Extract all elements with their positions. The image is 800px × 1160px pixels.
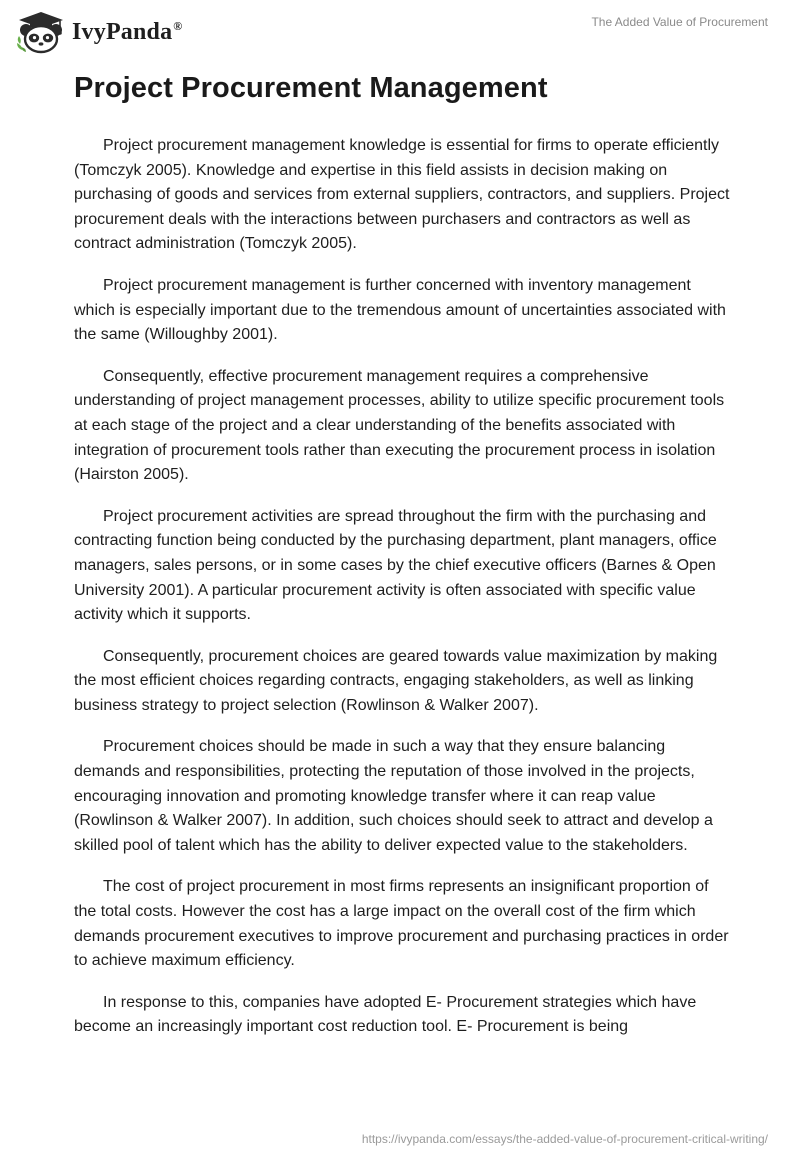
paragraph: Procurement choices should be made in such a way that they ensure balancing demands and responsibilities, protecting the reputation of those involved in the projects, encouraging innovation and promoting knowledge transfer where it can reap value (Rowlinson & Walker 2007). In addition, such choices should seek to attract and develop a skilled pool of talent which has the ability to deliver expected value to the stakeholders. — [74, 738, 713, 854]
paragraph: Consequently, effective procurement management requires a comprehensive understanding of project management processes, ability to utilize specific procurement tools at each stage of the project and a clear understanding of the benefits associated with integration of procurement tools rather than executing the procurement process in isolation (Hairston 2005). — [74, 367, 725, 484]
page-header — [0, 0, 800, 64]
paragraph: Project procurement activities are spread throughout the firm with the purchasing and contracting function being conducted by the purchasing department, plant managers, office managers, sales persons, or in some cases by the chief executive officers (Barnes & Open University 2001). A particular procurement activity is often associated with specific value activity which it supports. — [74, 507, 717, 624]
paragraph: Project procurement management knowledge is essential for firms to operate efficiently (Tomczyk 2005). Knowledge and expertise in this field assists in decision making on purchasing of goods and services from external suppliers, contractors, and suppliers. Project procurement deals with the interactions between purchasers and contractors as well as contract administration (Tomczyk 2005). — [74, 137, 730, 253]
running-title: The Added Value of Procurement — [591, 15, 768, 29]
site-logo[interactable] — [14, 10, 182, 54]
paragraph: Consequently, procurement choices are geared towards value maximization by making the most efficient choices regarding contracts, engaging stakeholders, as well as linking business strategy to project selection (Rowlinson & Walker 2007). — [74, 647, 718, 714]
paragraph: Project procurement management is further concerned with inventory management which is especially important due to the tremendous amount of uncertainties associated with the same (Willoughby 2001). — [74, 276, 726, 344]
panda-graduate-icon — [14, 10, 68, 54]
page-title: Project Procurement Management — [74, 72, 548, 104]
paragraph: The cost of project procurement in most firms represents an insignificant proportion of the total costs. However the cost has a large impact on the overall cost of the firm which demands procurement executives to improve procurement and purchasing practices in order to achieve maximum efficiency. — [74, 878, 729, 970]
registered-mark: ® — [173, 18, 183, 33]
source-url-link[interactable]: https://ivypanda.com/essays/the-added-value-of-procurement-critical-writing/ — [361, 1132, 768, 1146]
paragraph: In response to this, companies have adopted E- Procurement strategies which have become an increasingly important cost reduction tool. E- Procurement is being — [74, 993, 697, 1036]
logo-wordmark: IvyPanda® — [72, 18, 183, 45]
essay-body — [74, 134, 734, 1057]
